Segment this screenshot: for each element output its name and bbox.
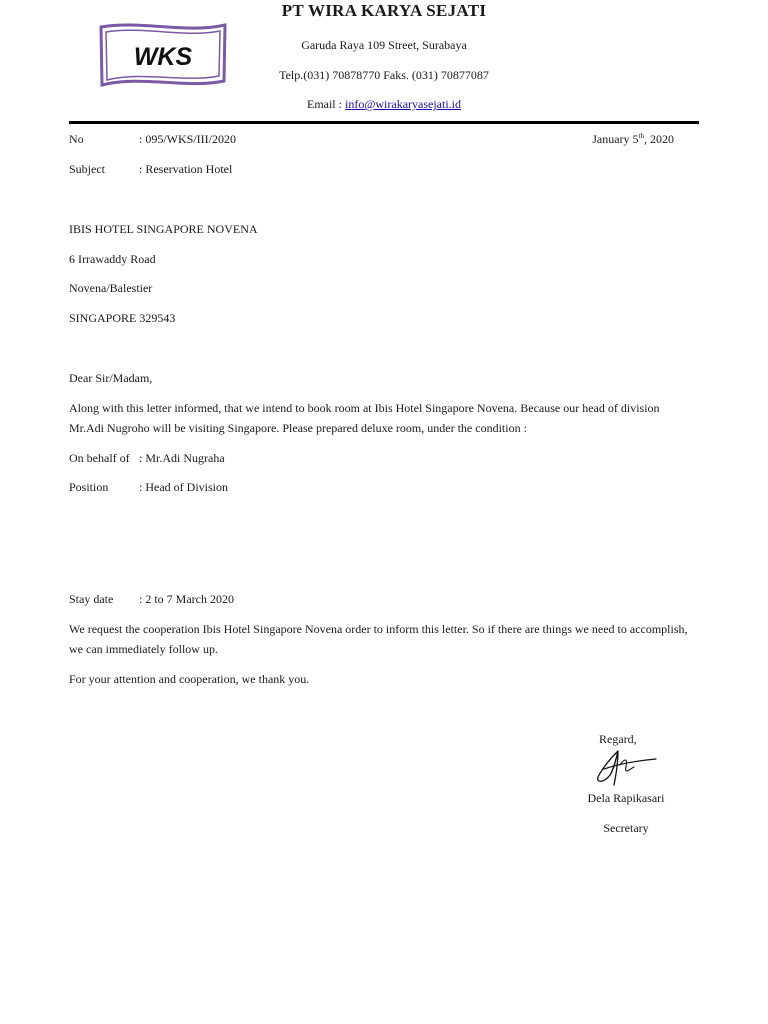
behalf-value: : Mr.Adi Nugraha <box>139 451 225 465</box>
letter-date <box>560 132 674 147</box>
logo-text: WKS <box>133 43 193 71</box>
subject-value: : Reservation Hotel <box>139 162 233 176</box>
signer-title: Secretary <box>603 821 649 835</box>
company-address: Garuda Raya 109 Street, Surabaya <box>301 38 467 52</box>
paragraph-thanks: For your attention and cooperation, we thank you. <box>69 672 310 686</box>
company-email-line <box>0 97 768 112</box>
recipient-city: SINGAPORE 329543 <box>69 311 176 325</box>
email-label: Email : <box>306 97 345 111</box>
date-main: January 5 <box>592 132 639 146</box>
header-divider <box>69 121 699 124</box>
date-ordinal: th <box>638 132 644 140</box>
subject-label: Subject <box>69 162 105 176</box>
stay-date-label: Stay date <box>69 592 114 606</box>
no-label: No <box>69 132 84 146</box>
paragraph-intro: Along with this letter informed, that we intend to book room at Ibis Hotel Singapore Novena. Because our head of division Mr.Adi Nugroho will be visiting Singapore. Please prepared deluxe room, under the condition : <box>69 401 660 435</box>
paragraph-request: We request the cooperation Ibis Hotel Singapore Novena order to inform this letter. So if there are things we need to accomplish, we can immediately follow up. <box>69 622 688 656</box>
recipient-name: IBIS HOTEL SINGAPORE NOVENA <box>69 222 258 236</box>
position-value: : Head of Division <box>139 480 228 494</box>
company-phone: Telp.(031) 70878770 Faks. (031) 70877087 <box>279 68 489 82</box>
no-value: : 095/WKS/III/2020 <box>139 132 236 146</box>
signer-name: Dela Rapikasari <box>587 791 665 805</box>
recipient-street: 6 Irrawaddy Road <box>69 252 156 266</box>
company-name: PT WIRA KARYA SEJATI <box>281 1 487 20</box>
position-label: Position <box>69 480 109 494</box>
email-link[interactable]: info@wirakaryasejati.id <box>344 97 461 111</box>
date-year: , 2020 <box>644 132 674 146</box>
signature-image <box>590 745 660 787</box>
recipient-area: Novena/Balestier <box>69 281 153 295</box>
behalf-label: On behalf of <box>69 451 130 465</box>
closing-regard: Regard, <box>599 732 637 746</box>
stay-date-value: : 2 to 7 March 2020 <box>139 592 234 606</box>
salutation: Dear Sir/Madam, <box>69 371 153 385</box>
